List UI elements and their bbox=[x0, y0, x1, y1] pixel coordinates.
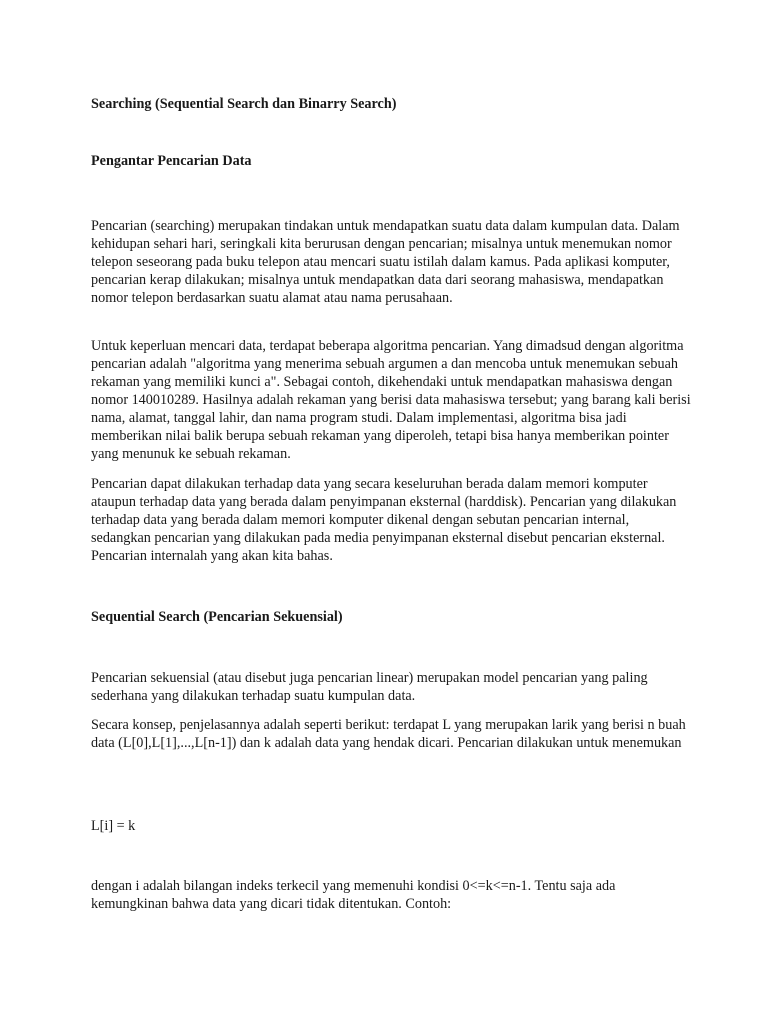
paragraph-algoritma-pencarian: Untuk keperluan mencari data, terdapat beberapa algoritma pencarian. Yang dimadsud dengan algoritma pencarian adalah "algoritma yang menerima sebuah argumen a dan mencoba untuk menemukan sebuah rekaman yang memiliki kunci a". Sebagai contoh, dikehendaki untuk mendapatkan mahasiswa dengan nomor 140010289. Hasilnya adalah rekaman yang berisi data mahasiswa tersebut; yang barang kali berisi nama, alamat, tanggal lahir, dan nama program studi. Dalam implementasi, algoritma bisa jadi memberikan nilai balik berupa sebuah rekaman yang diperoleh, tetapi bisa hanya memberikan pointer yang menunuk ke sebuah rekaman. bbox=[91, 338, 691, 462]
section-heading-sequential: Sequential Search (Pencarian Sekuensial) bbox=[91, 609, 343, 625]
section-heading-pengantar: Pengantar Pencarian Data bbox=[91, 153, 252, 169]
paragraph-pencarian-intro: Pencarian (searching) merupakan tindakan untuk mendapatkan suatu data dalam kumpulan data. Dalam kehidupan sehari hari, seringkali kita berurusan dengan pencarian; misalnya untuk menemukan nomor telepon seseorang pada buku telepon atau mencari suatu istilah dalam kamus. Pada aplikasi komputer, pencarian kerap dilakukan; misalnya untuk mendapatkan data dari seorang mahasiswa, mendapatkan nomor telepon berdasarkan suatu alamat atau nama perusahaan. bbox=[91, 218, 680, 306]
paragraph-konsep: Secara konsep, penjelasannya adalah seperti berikut: terdapat L yang merupakan larik yang berisi n buah data (L[0],L[1],...,L[n-1]) dan k adalah data yang hendak dicari. Pencarian dilakukan untuk menemukan bbox=[91, 717, 686, 751]
formula-line: L[i] = k bbox=[91, 818, 136, 834]
paragraph-internal-eksternal: Pencarian dapat dilakukan terhadap data yang secara keseluruhan berada dalam memori komputer ataupun terhadap data yang berada dalam penyimpanan eksternal (harddisk). Pencarian yang dilakukan terhadap data yang berada dalam memori komputer dikenal dengan sebutan pencarian internal, sedangkan pencarian yang dilakukan pada media penyimpanan eksternal disebut pencarian eksternal. Pencarian internalah yang akan kita bahas. bbox=[91, 476, 677, 564]
paragraph-kondisi-contoh: dengan i adalah bilangan indeks terkecil yang memenuhi kondisi 0<=k<=n-1. Tentu saja ada kemungkinan bahwa data yang dicari tidak ditentukan. Contoh: bbox=[91, 878, 616, 912]
document-title: Searching (Sequential Search dan Binarry Search) bbox=[91, 96, 397, 112]
paragraph-sekuensial-intro: Pencarian sekuensial (atau disebut juga pencarian linear) merupakan model pencarian yang paling sederhana yang dilakukan terhadap suatu kumpulan data. bbox=[91, 670, 648, 704]
